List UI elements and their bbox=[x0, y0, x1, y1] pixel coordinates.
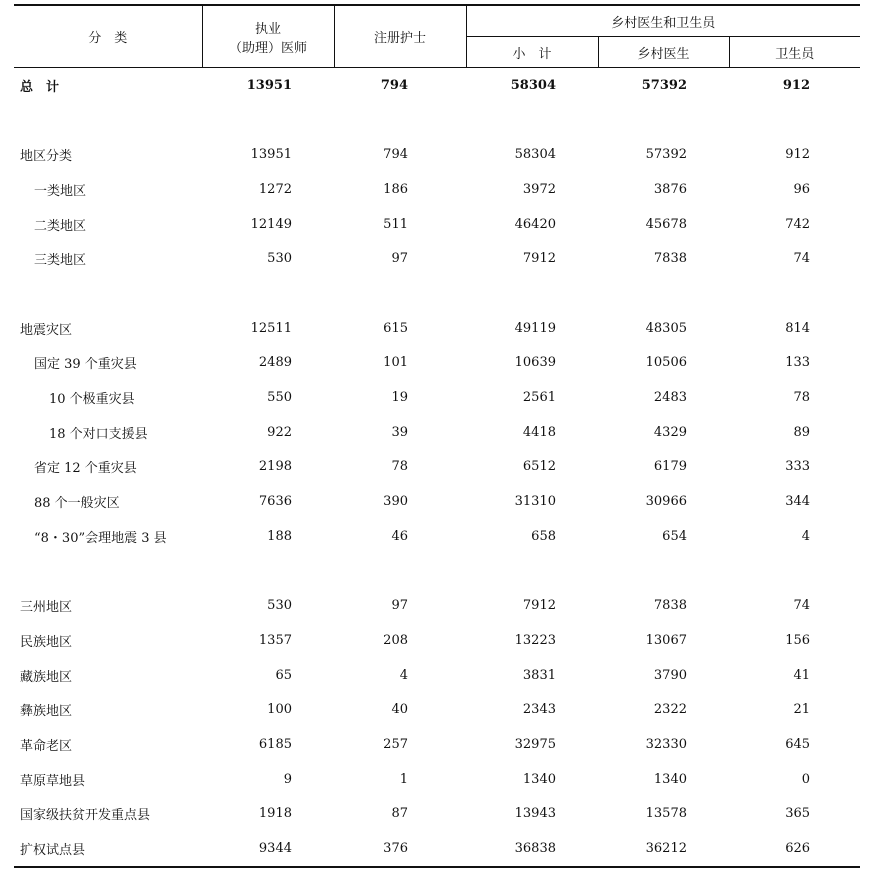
table-row bbox=[14, 380, 860, 415]
cell-health-worker: 912 bbox=[785, 147, 811, 163]
spacer-row bbox=[14, 276, 860, 311]
cell-village-doctor: 45678 bbox=[645, 216, 687, 232]
cell-nurse: 101 bbox=[383, 355, 408, 371]
cell-doctor: 922 bbox=[267, 424, 292, 440]
cell-subtotal: 10639 bbox=[514, 355, 556, 371]
cell-subtotal: 3831 bbox=[522, 667, 556, 683]
cell-village-doctor: 7838 bbox=[653, 251, 687, 267]
table-row bbox=[14, 137, 860, 172]
cell-doctor: 1918 bbox=[258, 806, 292, 822]
cell-subtotal: 58304 bbox=[510, 77, 556, 93]
row-label: 88 个一般灾区 bbox=[34, 496, 120, 512]
table-row bbox=[14, 623, 860, 658]
table-row bbox=[14, 241, 860, 276]
cell-health-worker: 156 bbox=[785, 632, 811, 648]
cell-nurse: 78 bbox=[391, 459, 408, 475]
header-health-worker: 卫生员 bbox=[729, 37, 860, 68]
cell-health-worker: 814 bbox=[785, 320, 811, 336]
cell-health-worker: 912 bbox=[782, 77, 811, 93]
row-label: 彝族地区 bbox=[20, 704, 73, 720]
cell-health-worker: 74 bbox=[793, 251, 811, 267]
row-label: 地震灾区 bbox=[20, 322, 73, 338]
health-workforce-table bbox=[14, 4, 860, 868]
table-row bbox=[14, 311, 860, 346]
table-row-total bbox=[14, 68, 860, 103]
cell-nurse: 40 bbox=[391, 702, 408, 718]
cell-nurse: 97 bbox=[391, 598, 408, 614]
cell-subtotal: 7912 bbox=[522, 598, 556, 614]
table-row bbox=[14, 727, 860, 762]
cell-village-doctor: 30966 bbox=[645, 494, 687, 510]
cell-subtotal: 32975 bbox=[514, 736, 556, 752]
cell-nurse: 390 bbox=[383, 494, 408, 510]
cell-nurse: 97 bbox=[391, 251, 408, 267]
cell-nurse: 186 bbox=[383, 181, 408, 197]
cell-nurse: 257 bbox=[383, 736, 408, 752]
cell-doctor: 6185 bbox=[258, 736, 292, 752]
cell-doctor: 65 bbox=[275, 667, 292, 683]
cell-subtotal: 36838 bbox=[466, 831, 598, 867]
cell-subtotal: 1340 bbox=[522, 771, 556, 787]
spacer-row bbox=[14, 554, 860, 589]
cell-health-worker: 74 bbox=[793, 598, 811, 614]
cell-doctor: 188 bbox=[267, 528, 292, 544]
cell-village-doctor: 4329 bbox=[653, 424, 687, 440]
cell-subtotal: 2343 bbox=[522, 702, 556, 718]
statistics-table-container bbox=[14, 4, 860, 868]
cell-nurse: 511 bbox=[383, 216, 408, 232]
cell-health-worker: 21 bbox=[793, 702, 811, 718]
table-row bbox=[14, 796, 860, 831]
row-label: 地区分类 bbox=[20, 149, 73, 165]
cell-subtotal: 49119 bbox=[514, 320, 556, 336]
cell-doctor: 12511 bbox=[250, 320, 292, 336]
row-label: 国定 39 个重灾县 bbox=[34, 357, 137, 373]
table-row bbox=[14, 692, 860, 727]
header-doctor bbox=[202, 5, 334, 68]
cell-doctor: 12149 bbox=[250, 216, 292, 232]
cell-health-worker: 133 bbox=[785, 355, 811, 371]
row-label: 三州地区 bbox=[20, 600, 73, 616]
cell-health-worker: 4 bbox=[801, 528, 811, 544]
cell-nurse: 376 bbox=[334, 831, 466, 867]
header-doctor-line1: 执业 bbox=[254, 21, 281, 37]
cell-nurse: 208 bbox=[383, 632, 408, 648]
cell-village-doctor: 57392 bbox=[641, 77, 687, 93]
table-row bbox=[14, 831, 860, 867]
cell-health-worker: 645 bbox=[785, 736, 811, 752]
row-label: 民族地区 bbox=[20, 634, 73, 650]
cell-health-worker: 333 bbox=[785, 459, 811, 475]
header-village-doctor: 乡村医生 bbox=[598, 37, 729, 68]
cell-village-doctor: 3876 bbox=[653, 181, 687, 197]
header-subtotal: 小 计 bbox=[466, 37, 598, 68]
cell-village-doctor: 654 bbox=[662, 528, 687, 544]
cell-nurse: 46 bbox=[391, 528, 408, 544]
table-row bbox=[14, 588, 860, 623]
cell-village-doctor: 10506 bbox=[645, 355, 687, 371]
cell-village-doctor: 6179 bbox=[653, 459, 687, 475]
table-row bbox=[14, 658, 860, 693]
row-label: “8・30”会理地震 3 县 bbox=[34, 530, 167, 546]
cell-village-doctor: 57392 bbox=[645, 147, 687, 163]
table-row bbox=[14, 519, 860, 554]
row-label: 总 计 bbox=[20, 79, 60, 95]
cell-health-worker: 365 bbox=[785, 806, 811, 822]
cell-subtotal: 7912 bbox=[522, 251, 556, 267]
header-nurse: 注册护士 bbox=[334, 5, 466, 68]
table-body bbox=[14, 68, 860, 867]
header-village-group: 乡村医生和卫生员 bbox=[466, 5, 860, 37]
row-label: 扩权试点县 bbox=[14, 831, 202, 867]
cell-village-doctor: 13578 bbox=[645, 806, 687, 822]
row-label: 国家级扶贫开发重点县 bbox=[20, 808, 151, 824]
cell-village-doctor: 3790 bbox=[653, 667, 687, 683]
cell-nurse: 1 bbox=[399, 771, 408, 787]
cell-doctor: 7636 bbox=[258, 494, 292, 510]
table-row bbox=[14, 172, 860, 207]
cell-doctor: 9 bbox=[283, 771, 292, 787]
cell-nurse: 615 bbox=[383, 320, 408, 336]
cell-nurse: 794 bbox=[380, 77, 408, 93]
cell-nurse: 794 bbox=[383, 147, 408, 163]
row-label: 省定 12 个重灾县 bbox=[34, 461, 137, 477]
cell-subtotal: 13943 bbox=[514, 806, 556, 822]
table-row bbox=[14, 346, 860, 381]
cell-doctor: 2489 bbox=[258, 355, 292, 371]
cell-village-doctor: 32330 bbox=[645, 736, 687, 752]
cell-village-doctor: 7838 bbox=[653, 598, 687, 614]
table-row bbox=[14, 207, 860, 242]
cell-health-worker: 41 bbox=[793, 667, 811, 683]
cell-health-worker: 96 bbox=[793, 181, 811, 197]
spacer-row bbox=[14, 103, 860, 138]
row-label: 革命老区 bbox=[20, 738, 73, 754]
row-label: 二类地区 bbox=[34, 218, 87, 234]
cell-subtotal: 13223 bbox=[514, 632, 556, 648]
table-header bbox=[14, 5, 860, 68]
row-label: 18 个对口支援县 bbox=[49, 426, 148, 442]
cell-doctor: 2198 bbox=[258, 459, 292, 475]
cell-subtotal: 46420 bbox=[514, 216, 556, 232]
cell-doctor: 13951 bbox=[246, 77, 292, 93]
cell-nurse: 19 bbox=[391, 390, 408, 406]
cell-nurse: 39 bbox=[391, 424, 408, 440]
row-label: 草原草地县 bbox=[20, 773, 86, 789]
cell-doctor: 530 bbox=[267, 251, 292, 267]
cell-village-doctor: 1340 bbox=[653, 771, 687, 787]
cell-health-worker: 626 bbox=[729, 831, 860, 867]
cell-subtotal: 658 bbox=[531, 528, 556, 544]
cell-subtotal: 2561 bbox=[522, 390, 556, 406]
cell-nurse: 87 bbox=[391, 806, 408, 822]
table-row bbox=[14, 415, 860, 450]
cell-doctor: 1357 bbox=[258, 632, 292, 648]
cell-doctor: 100 bbox=[267, 702, 292, 718]
cell-doctor: 9344 bbox=[202, 831, 334, 867]
table-row bbox=[14, 762, 860, 797]
cell-village-doctor: 2322 bbox=[653, 702, 687, 718]
header-doctor-line2: （助理）医师 bbox=[228, 40, 307, 56]
cell-subtotal: 58304 bbox=[514, 147, 556, 163]
row-label: 10 个极重灾县 bbox=[49, 392, 135, 408]
table-row bbox=[14, 484, 860, 519]
cell-nurse: 4 bbox=[399, 667, 408, 683]
table-row bbox=[14, 450, 860, 485]
cell-village-doctor: 2483 bbox=[653, 390, 687, 406]
row-label: 一类地区 bbox=[34, 183, 87, 199]
row-label: 三类地区 bbox=[34, 253, 87, 269]
cell-village-doctor: 13067 bbox=[645, 632, 687, 648]
cell-health-worker: 742 bbox=[785, 216, 811, 232]
cell-doctor: 1272 bbox=[258, 181, 292, 197]
cell-subtotal: 6512 bbox=[522, 459, 556, 475]
cell-doctor: 550 bbox=[267, 390, 292, 406]
cell-health-worker: 78 bbox=[793, 390, 811, 406]
header-category: 分 类 bbox=[14, 5, 202, 68]
cell-health-worker: 89 bbox=[793, 424, 811, 440]
cell-subtotal: 3972 bbox=[522, 181, 556, 197]
cell-village-doctor: 36212 bbox=[598, 831, 729, 867]
row-label: 藏族地区 bbox=[20, 669, 73, 685]
cell-village-doctor: 48305 bbox=[645, 320, 687, 336]
cell-doctor: 13951 bbox=[250, 147, 292, 163]
cell-subtotal: 31310 bbox=[514, 494, 556, 510]
cell-subtotal: 4418 bbox=[522, 424, 556, 440]
cell-health-worker: 0 bbox=[801, 771, 811, 787]
cell-health-worker: 344 bbox=[785, 494, 811, 510]
cell-doctor: 530 bbox=[267, 598, 292, 614]
